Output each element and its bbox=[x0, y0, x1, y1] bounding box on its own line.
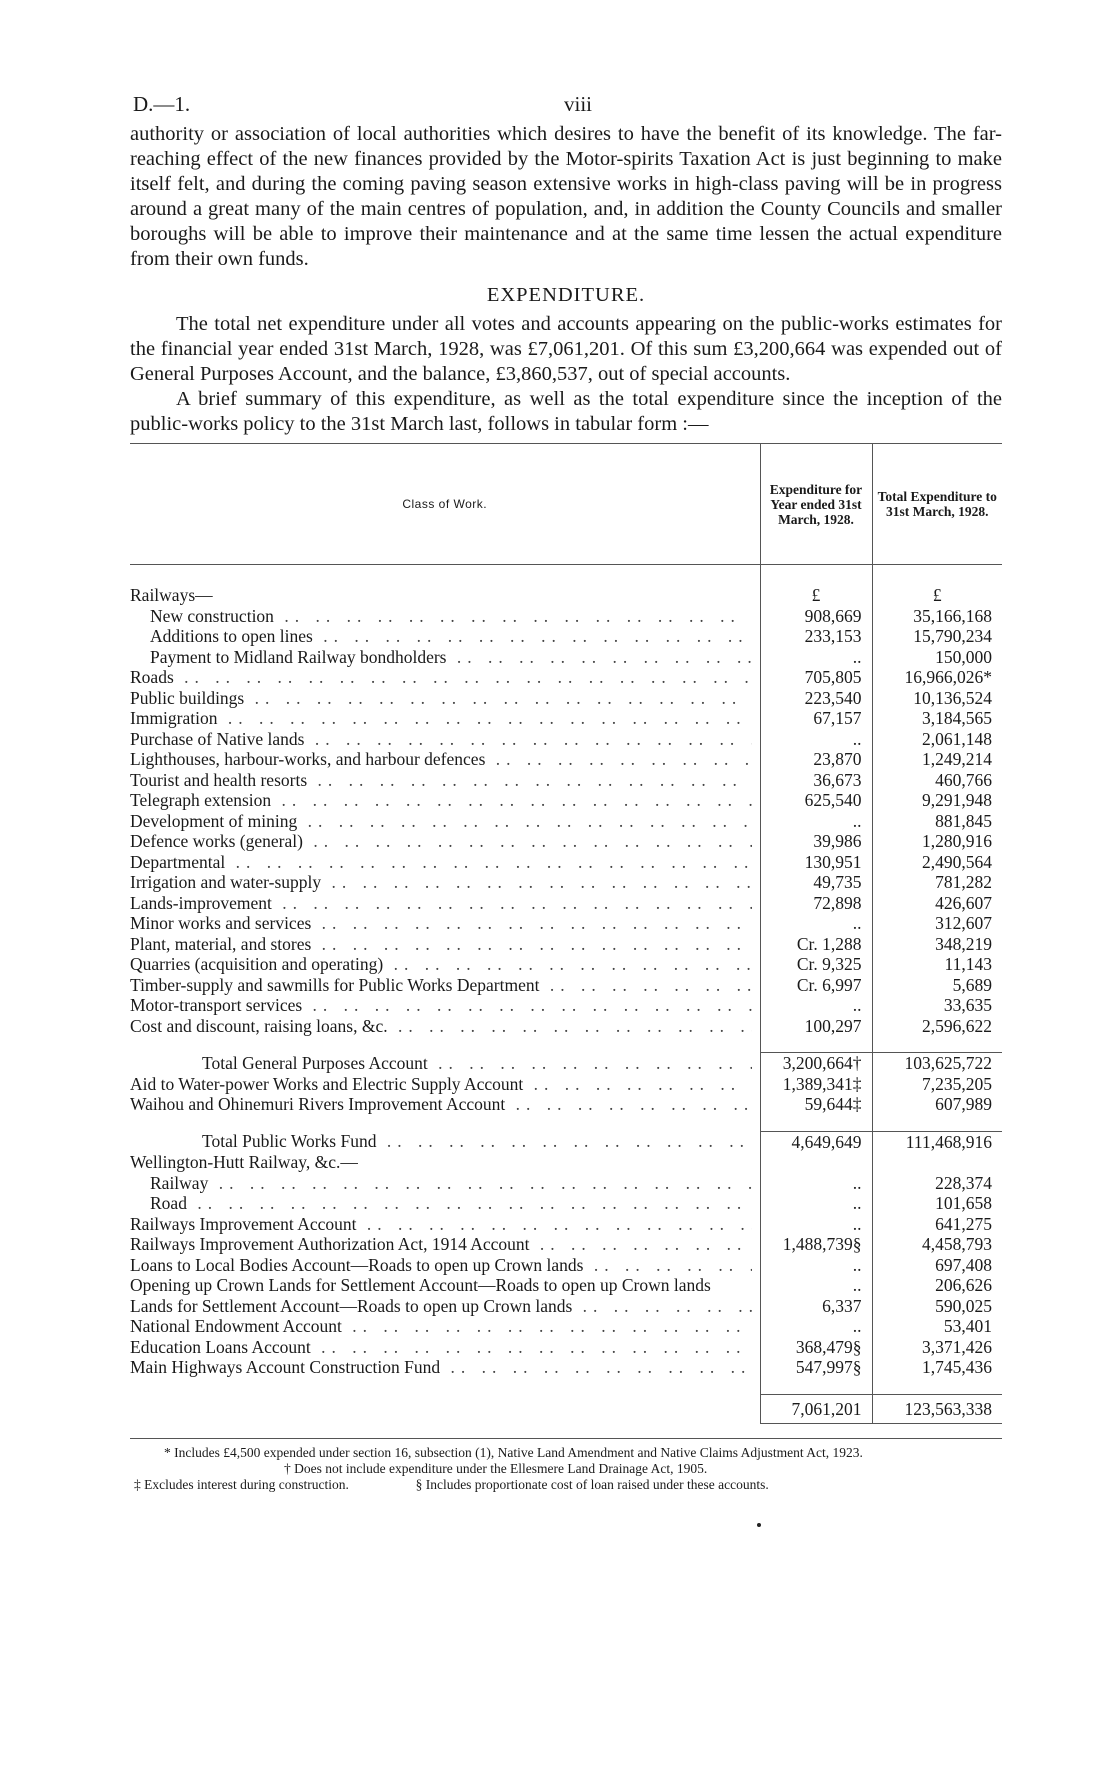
table-row-subtotal bbox=[130, 1131, 1002, 1152]
row-year-value: .. bbox=[760, 1275, 872, 1296]
row-year-value: .. bbox=[760, 1193, 872, 1214]
row-label: Roads .. .. bbox=[130, 667, 752, 688]
row-total-value: 590,025 bbox=[935, 1295, 992, 1316]
row-label: Additions to open lines .. .. bbox=[130, 626, 752, 647]
row-year-value: 1,488,739§ bbox=[760, 1234, 872, 1255]
row-label: Railways Improvement Account .. .. bbox=[130, 1214, 752, 1235]
row-year-value: Cr. 9,325 bbox=[760, 954, 872, 975]
intro-paragraph: authority or association of local authorities which desires to have the benefit of its knowledge. The far-reaching effect of the new finances provided by the Motor-spirits Taxation Act is just beginning to make itself felt, and during the coming paving season extensive works in high-class paving will be in progress around a great many of the main centres of population, and, in addition the County Councils and smaller boroughs will be able to improve their maintenance and at the same time lessen the actual expenditure from their own funds. bbox=[130, 123, 1002, 270]
header-total-expenditure: Total Expenditure to 31st March, 1928. bbox=[872, 444, 1002, 565]
row-label: Aid to Water-power Works and Electric Supply Account .. .. bbox=[130, 1074, 752, 1095]
footnote-double-dagger-and-section bbox=[134, 1477, 1002, 1493]
table-row bbox=[130, 1074, 1002, 1095]
grand-total-year: 7,061,201 bbox=[760, 1394, 872, 1424]
row-total-value: 1,745,436 bbox=[922, 1357, 992, 1377]
table-row bbox=[130, 1357, 1002, 1378]
row-year-value: 59,644‡ bbox=[760, 1094, 872, 1115]
row-total-value: 1,280,916 bbox=[922, 831, 992, 851]
row-label: Minor works and services .. .. bbox=[130, 913, 752, 934]
row-year-value: £ bbox=[760, 565, 872, 606]
row-label: Railways— bbox=[130, 585, 213, 605]
row-year-value: 223,540 bbox=[760, 688, 872, 709]
table-row-subtotal bbox=[130, 1053, 1002, 1074]
row-total-value: 2,061,148 bbox=[922, 728, 992, 749]
table-row-grand-total bbox=[130, 1394, 1002, 1424]
row-label: Timber-supply and sawmills for Public Works Department .. .. bbox=[130, 975, 752, 996]
row-year-value: 368,479§ bbox=[760, 1337, 872, 1358]
row-label: Total General Purposes Account .. .. bbox=[130, 1053, 752, 1074]
row-total-value: 53,401 bbox=[943, 1316, 992, 1336]
table-row bbox=[130, 1275, 1002, 1296]
row-label: Irrigation and water-supply .. .. bbox=[130, 872, 752, 893]
row-label: Main Highways Account Construction Fund .. .. bbox=[130, 1357, 752, 1378]
row-total-value: 5,689 bbox=[952, 974, 992, 995]
expenditure-paragraph: The total net expenditure under all votes and accounts appearing on the public-works estimates for the financial year ended 31st March, 1928, was £7,061,201. Of this sum £3,200,664 was expended out of General Purposes Account, and the balance, £3,860,537, out of special accounts. bbox=[130, 313, 1002, 385]
row-label: Railway .. .. bbox=[130, 1173, 752, 1194]
row-year-value: Cr. 1,288 bbox=[760, 934, 872, 955]
row-year-value: 4,649,649 bbox=[760, 1131, 872, 1152]
row-label: Total Public Works Fund .. .. bbox=[130, 1131, 752, 1152]
row-total-value: 697,408 bbox=[935, 1254, 992, 1275]
row-label: Public buildings .. .. bbox=[130, 688, 752, 709]
table-row bbox=[130, 1214, 1002, 1235]
row-label: Tourist and health resorts .. .. bbox=[130, 770, 752, 791]
row-year-value: .. bbox=[760, 1173, 872, 1194]
row-year-value: .. bbox=[760, 1214, 872, 1235]
row-label: Lands-improvement .. .. bbox=[130, 893, 752, 914]
row-label: Lands for Settlement Account—Roads to open up Crown lands .. .. bbox=[130, 1296, 752, 1317]
row-total-value: £ bbox=[932, 585, 942, 605]
row-label: Cost and discount, raising loans, &c. .. .. bbox=[130, 1016, 752, 1037]
table-row bbox=[130, 852, 1002, 873]
section-heading: EXPENDITURE. bbox=[486, 284, 646, 306]
row-label: Lighthouses, harbour-works, and harbour defences .. .. bbox=[130, 749, 752, 770]
row-total-value: 206,626 bbox=[935, 1275, 992, 1295]
table-row bbox=[130, 729, 1002, 750]
table-row bbox=[130, 647, 1002, 668]
row-total-value: 2,596,622 bbox=[922, 1015, 992, 1036]
table-row bbox=[130, 1316, 1002, 1337]
table-row bbox=[130, 606, 1002, 627]
row-year-value: 625,540 bbox=[760, 790, 872, 811]
table-row bbox=[130, 1016, 1002, 1037]
table-row bbox=[130, 893, 1002, 914]
table-row bbox=[130, 975, 1002, 996]
row-year-value: 67,157 bbox=[760, 708, 872, 729]
row-total-value: 111,468,916 bbox=[872, 1131, 1002, 1152]
row-total-value: 11,143 bbox=[944, 954, 992, 974]
row-total-value: 15,790,234 bbox=[913, 626, 992, 646]
row-year-value: 36,673 bbox=[760, 770, 872, 791]
table-row bbox=[130, 790, 1002, 811]
row-year-value: .. bbox=[760, 1255, 872, 1276]
table-header-row bbox=[130, 444, 1002, 565]
row-total-value: 2,490,564 bbox=[922, 851, 992, 872]
row-total-value: 312,607 bbox=[935, 913, 992, 933]
document-reference: D.—1. bbox=[133, 92, 191, 116]
row-total-value: 3,184,565 bbox=[922, 708, 992, 728]
footnote-double-dagger: ‡ Excludes interest during construction. bbox=[134, 1477, 349, 1492]
row-year-value: 3,200,664† bbox=[760, 1053, 872, 1074]
header-class-of-work: Class of Work. bbox=[130, 444, 760, 565]
row-total-value: 103,625,722 bbox=[872, 1053, 1002, 1074]
row-year-value: 547,997§ bbox=[760, 1357, 872, 1378]
table-row bbox=[130, 811, 1002, 832]
row-total-value: 460,766 bbox=[935, 769, 992, 790]
header-year-expenditure: Expenditure for Year ended 31st March, 1928. bbox=[760, 444, 872, 565]
row-total-value: 35,166,168 bbox=[913, 605, 992, 626]
row-label: Motor-transport services .. .. bbox=[130, 995, 752, 1016]
row-year-value: 23,870 bbox=[760, 749, 872, 770]
row-label: Telegraph extension .. .. bbox=[130, 790, 752, 811]
row-total-value bbox=[872, 1152, 1002, 1173]
table-row bbox=[130, 1173, 1002, 1194]
row-year-value: 39,986 bbox=[760, 831, 872, 852]
page-header bbox=[130, 92, 1002, 122]
table-row bbox=[130, 565, 1002, 606]
row-year-value: .. bbox=[760, 729, 872, 750]
row-year-value: .. bbox=[760, 811, 872, 832]
table-row bbox=[130, 626, 1002, 647]
row-label: Waihou and Ohinemuri Rivers Improvement Account .. .. bbox=[130, 1094, 752, 1115]
table-row bbox=[130, 872, 1002, 893]
row-label: Defence works (general) .. .. bbox=[130, 831, 752, 852]
table-row bbox=[130, 995, 1002, 1016]
table-row bbox=[130, 1152, 1002, 1173]
summary-paragraph: A brief summary of this expenditure, as well as the total expenditure since the inception of the public-works policy to the 31st March last, follows in tabular form :— bbox=[130, 388, 1002, 435]
table-row bbox=[130, 1255, 1002, 1276]
row-year-value: 908,669 bbox=[760, 606, 872, 627]
table-row bbox=[130, 1234, 1002, 1255]
row-total-value: 9,291,948 bbox=[922, 790, 992, 810]
row-year-value bbox=[760, 1152, 872, 1173]
row-label: Quarries (acquisition and operating) .. .. bbox=[130, 954, 752, 975]
row-total-value: 641,275 bbox=[935, 1213, 992, 1234]
grand-total-overall: 123,563,338 bbox=[872, 1394, 1002, 1424]
row-year-value: .. bbox=[760, 995, 872, 1016]
row-year-value: 130,951 bbox=[760, 852, 872, 873]
page-mark bbox=[757, 1523, 761, 1527]
row-year-value: 72,898 bbox=[760, 893, 872, 914]
row-total-value: 228,374 bbox=[935, 1172, 992, 1193]
row-label: Loans to Local Bodies Account—Roads to open up Crown lands .. .. bbox=[130, 1255, 752, 1276]
row-label: Opening up Crown Lands for Settlement Account—Roads to open up Crown lands bbox=[130, 1275, 711, 1295]
row-total-value: 781,282 bbox=[935, 872, 992, 892]
row-year-value: 233,153 bbox=[760, 626, 872, 647]
row-total-value: 16,966,026* bbox=[904, 667, 992, 687]
footnotes bbox=[130, 1438, 1002, 1493]
table-row bbox=[130, 954, 1002, 975]
table-row bbox=[130, 688, 1002, 709]
row-label: Railways Improvement Authorization Act, 1914 Account .. .. bbox=[130, 1234, 752, 1255]
row-label: Road .. .. bbox=[130, 1193, 752, 1214]
row-total-value: 33,635 bbox=[943, 995, 992, 1015]
row-label: Departmental .. .. bbox=[130, 852, 752, 873]
row-label: Plant, material, and stores .. .. bbox=[130, 934, 752, 955]
row-label: Immigration .. .. bbox=[130, 708, 752, 729]
row-label: Education Loans Account .. .. bbox=[130, 1337, 752, 1358]
table-row bbox=[130, 1296, 1002, 1317]
row-total-value: 348,219 bbox=[935, 933, 992, 954]
row-label: Development of mining .. .. bbox=[130, 811, 752, 832]
row-label: Payment to Midland Railway bondholders .. .. bbox=[130, 647, 752, 668]
table-row bbox=[130, 770, 1002, 791]
row-total-value: 426,607 bbox=[935, 892, 992, 913]
expenditure-table bbox=[130, 444, 1002, 1424]
row-total-value: 1,249,214 bbox=[922, 749, 992, 769]
table-row bbox=[130, 708, 1002, 729]
row-total-value: 7,235,205 bbox=[922, 1073, 992, 1094]
row-year-value: .. bbox=[760, 1316, 872, 1337]
table-row bbox=[130, 749, 1002, 770]
row-year-value: 705,805 bbox=[760, 667, 872, 688]
row-year-value: .. bbox=[760, 647, 872, 668]
row-total-value: 607,989 bbox=[935, 1094, 992, 1114]
page-number: viii bbox=[564, 92, 593, 116]
row-label: Purchase of Native lands .. .. bbox=[130, 729, 752, 750]
table-row bbox=[130, 934, 1002, 955]
table-row bbox=[130, 913, 1002, 934]
row-label: New construction .. .. bbox=[130, 606, 752, 627]
row-label: National Endowment Account .. .. bbox=[130, 1316, 752, 1337]
table-row bbox=[130, 1337, 1002, 1358]
row-total-value: 101,658 bbox=[935, 1193, 992, 1213]
row-total-value: 3,371,426 bbox=[922, 1336, 992, 1357]
row-year-value: .. bbox=[760, 913, 872, 934]
footnote-star: * Includes £4,500 expended under section 16, subsection (1), Native Land Amendment and Native Claims Adjustment Act, 1923. bbox=[164, 1445, 863, 1460]
footnote-dagger: † Does not include expenditure under the Ellesmere Land Drainage Act, 1905. bbox=[284, 1461, 708, 1476]
row-year-value: 49,735 bbox=[760, 872, 872, 893]
row-year-value: 100,297 bbox=[760, 1016, 872, 1037]
row-year-value: 1,389,341‡ bbox=[760, 1074, 872, 1095]
row-total-value: 4,458,793 bbox=[922, 1234, 992, 1254]
row-total-value: 150,000 bbox=[935, 646, 992, 667]
footnote-section: § Includes proportionate cost of loan raised under these accounts. bbox=[415, 1477, 769, 1492]
row-total-value: 881,845 bbox=[935, 810, 992, 831]
document-page bbox=[130, 92, 1002, 1493]
table-row bbox=[130, 831, 1002, 852]
table-row bbox=[130, 667, 1002, 688]
table-row bbox=[130, 1094, 1002, 1115]
row-year-value: Cr. 6,997 bbox=[760, 975, 872, 996]
table-row bbox=[130, 1193, 1002, 1214]
row-label: Wellington-Hutt Railway, &c.— bbox=[130, 1152, 358, 1172]
row-year-value: 6,337 bbox=[760, 1296, 872, 1317]
row-total-value: 10,136,524 bbox=[913, 687, 992, 708]
